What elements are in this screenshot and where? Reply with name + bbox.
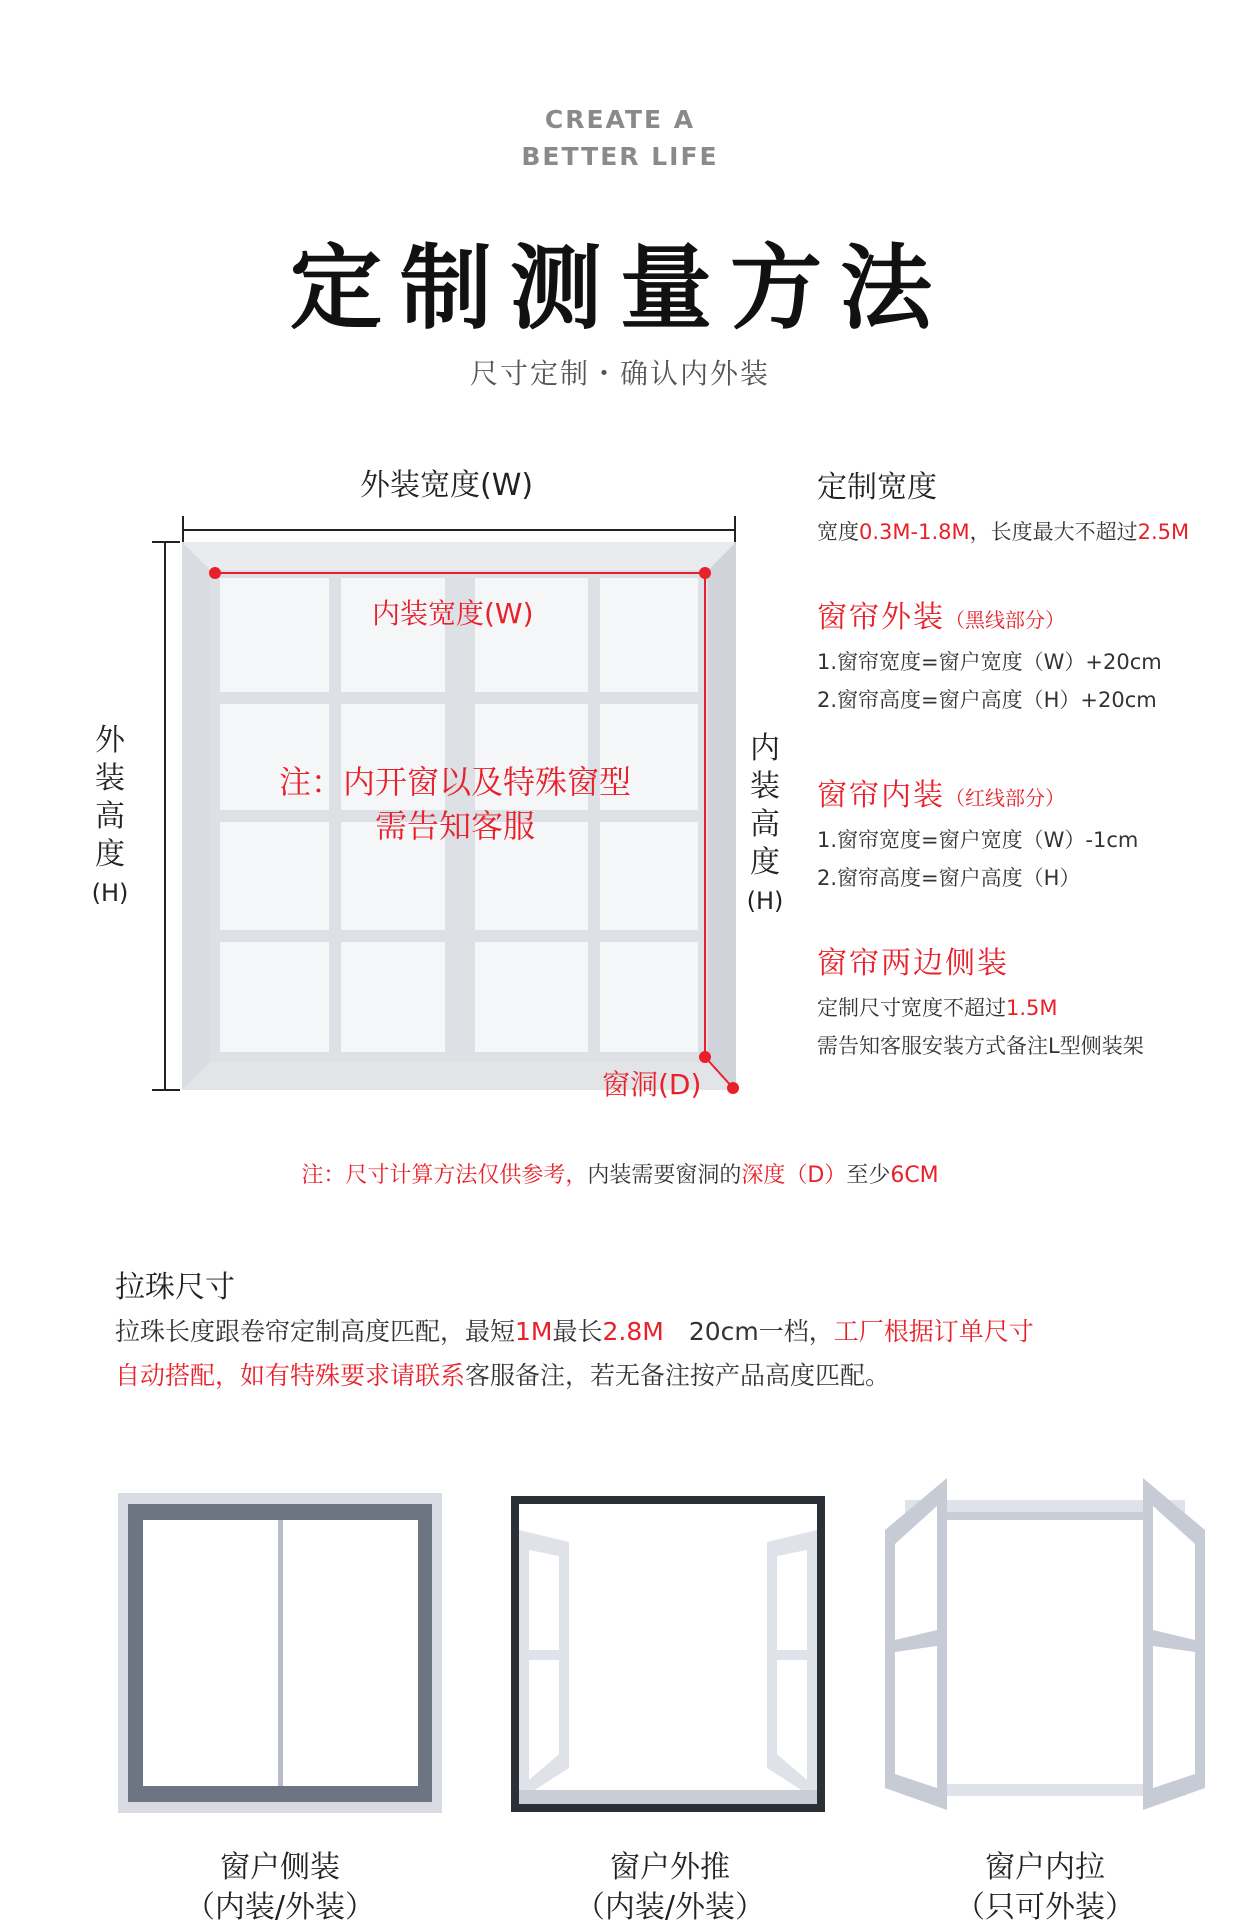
window-hole-label: 窗洞(D) — [602, 1068, 702, 1101]
outer-width-label: 外装宽度(W) — [360, 468, 534, 503]
inner-install-line-1: 1.窗帘宽度=窗户宽度（W）-1cm — [817, 828, 1139, 852]
side-install-line-2: 需告知客服安装方式备注L型侧装架 — [817, 1034, 1144, 1058]
outer-height-dimension-line — [152, 542, 180, 1090]
outer-height-label: 外 装 高 度 (H) — [91, 723, 129, 907]
diagram-note: 注：内开窗以及特殊窗型 需告知客服 — [278, 763, 631, 845]
custom-width-title: 定制宽度 — [817, 470, 937, 505]
window-diagram — [0, 0, 800, 1110]
outer-width-dimension-line — [183, 516, 735, 546]
inner-install-title: 窗帘内装（红线部分） — [817, 778, 1065, 813]
side-install-line-1: 定制尺寸宽度不超过1.5M — [817, 996, 1058, 1020]
measure-footnote: 注：尺寸计算方法仅供参考，内装需要窗洞的深度（D）至少6CM — [301, 1163, 939, 1188]
window-inward-illustration — [885, 1470, 1205, 1820]
outer-install-line-1: 1.窗帘宽度=窗户宽度（W）+20cm — [817, 650, 1162, 674]
window-caption-inward: 窗户内拉 （只可外装） — [955, 1850, 1135, 1925]
outer-install-title: 窗帘外装（黑线部分） — [817, 600, 1065, 635]
window-caption-side: 窗户侧装 （内装/外装） — [184, 1850, 376, 1925]
window-caption-outward: 窗户外推 （内装/外装） — [574, 1850, 766, 1925]
side-install-title: 窗帘两边侧装 — [817, 946, 1009, 981]
custom-width-text: 宽度0.3M-1.8M，长度最大不超过2.5M — [817, 520, 1190, 544]
pull-chain-title: 拉珠尺寸 — [115, 1270, 235, 1305]
brand-line-1: CREATE A — [544, 105, 696, 134]
window-outward-illustration — [505, 1490, 835, 1820]
inner-width-label: 内装宽度(W) — [372, 597, 534, 630]
window-side-mount-illustration — [115, 1490, 445, 1820]
pull-chain-text: 拉珠长度跟卷帘定制高度匹配，最短1M最长2.8M 20cm一档，工厂根据订单尺寸 自动搭配，如有特殊要求请联系客服备注，若无备注按产品高度匹配。 — [115, 1317, 1034, 1390]
outer-install-line-2: 2.窗帘高度=窗户高度（H）+20cm — [817, 688, 1157, 712]
brand-line-2: BETTER LIFE — [521, 142, 719, 171]
inner-install-line-2: 2.窗帘高度=窗户高度（H） — [817, 866, 1081, 890]
page-subtitle: 尺寸定制・确认内外装 — [469, 357, 770, 390]
inner-height-label: 内 装 高 度 (H) — [746, 731, 784, 915]
page-title: 定制测量方法 — [289, 235, 950, 342]
